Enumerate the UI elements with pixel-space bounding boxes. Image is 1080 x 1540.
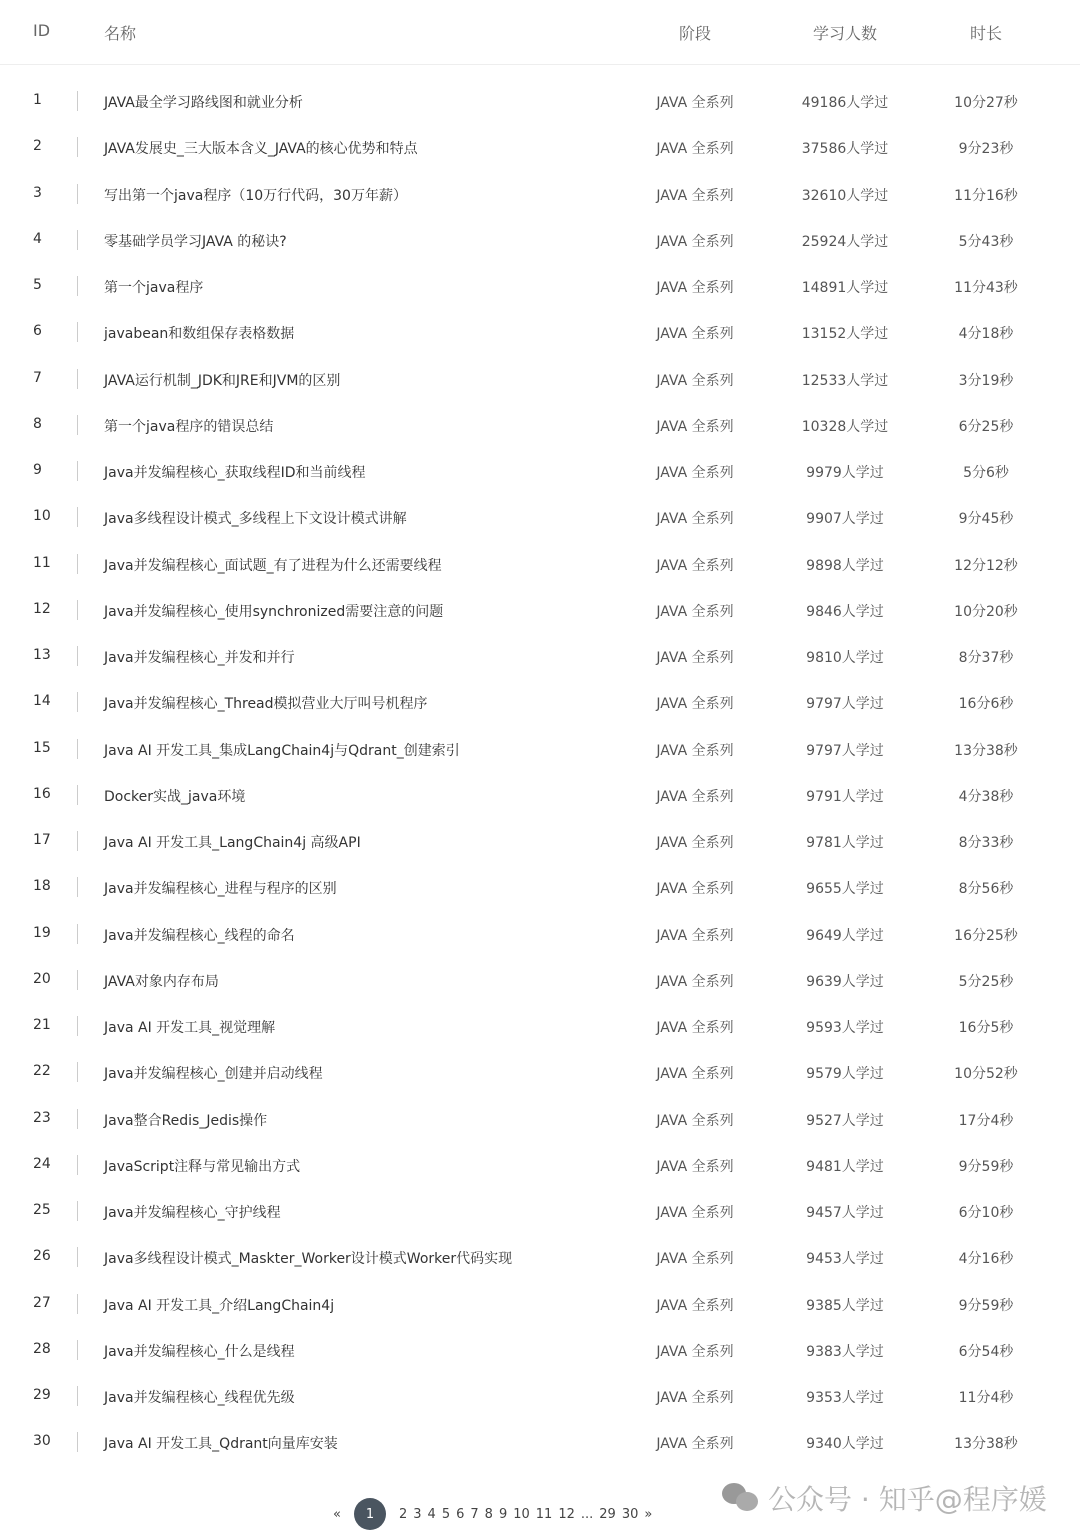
row-id: 19 — [33, 924, 51, 941]
row-count: 9385人学过 — [806, 1297, 884, 1314]
course-name-link[interactable]: 零基础学员学习JAVA 的秘诀? — [104, 233, 287, 250]
row-stage: JAVA 全系列 — [656, 1066, 734, 1083]
row-stage: JAVA 全系列 — [656, 603, 734, 620]
table-row[interactable] — [0, 1049, 1080, 1095]
page-button[interactable]: 4 — [427, 1506, 436, 1522]
table-row[interactable] — [0, 402, 1080, 448]
row-duration: 5分25秒 — [958, 973, 1014, 990]
divider — [77, 831, 78, 851]
page-button[interactable]: 30 — [621, 1506, 639, 1522]
divider — [77, 785, 78, 805]
course-name-link[interactable]: Java并发编程核心_并发和并行 — [104, 650, 295, 666]
header-count: 学习人数 — [812, 24, 877, 43]
row-stage: JAVA 全系列 — [656, 973, 734, 990]
row-duration: 5分43秒 — [958, 233, 1014, 250]
row-id: 6 — [33, 323, 42, 340]
course-name-link[interactable]: Java并发编程核心_进程与程序的区别 — [104, 881, 337, 898]
row-stage: JAVA 全系列 — [656, 835, 734, 851]
row-duration: 4分38秒 — [958, 788, 1014, 805]
row-id: 15 — [33, 739, 51, 756]
row-stage: JAVA 全系列 — [656, 1112, 734, 1129]
row-id: 11 — [33, 554, 51, 571]
row-stage: JAVA 全系列 — [656, 788, 734, 805]
table-row[interactable] — [0, 1419, 1080, 1465]
row-count: 13152人学过 — [801, 326, 889, 343]
table-row[interactable] — [0, 1003, 1080, 1049]
row-id: 24 — [33, 1155, 51, 1172]
row-id: 14 — [33, 693, 51, 710]
row-duration: 4分16秒 — [958, 1251, 1014, 1268]
row-duration: 10分52秒 — [954, 1066, 1018, 1083]
row-stage: JAVA 全系列 — [656, 696, 734, 713]
row-count: 9340人学过 — [806, 1436, 884, 1453]
row-stage: JAVA 全系列 — [656, 557, 734, 574]
row-stage: JAVA 全系列 — [656, 650, 734, 666]
prev-page-button[interactable]: « — [333, 1506, 341, 1522]
row-count: 49186人学过 — [801, 95, 889, 111]
page-button[interactable]: 5 — [441, 1506, 451, 1522]
table-header — [0, 0, 1080, 65]
row-count: 9846人学过 — [806, 603, 884, 620]
row-id: 12 — [33, 600, 51, 617]
row-count: 37586人学过 — [801, 141, 889, 158]
course-name-link[interactable]: Java多线程设计模式_多线程上下文设计模式讲解 — [104, 511, 407, 528]
row-count: 9579人学过 — [806, 1066, 884, 1083]
row-id: 28 — [33, 1340, 51, 1357]
divider — [77, 276, 78, 296]
row-id: 27 — [33, 1294, 51, 1311]
course-name-link[interactable]: 第一个java程序 — [104, 280, 204, 296]
course-name-link[interactable]: JAVA对象内存布局 — [104, 973, 219, 990]
row-stage: JAVA 全系列 — [656, 95, 734, 111]
page-button[interactable]: 9 — [498, 1506, 508, 1522]
row-count: 10328人学过 — [801, 418, 889, 435]
row-stage: JAVA 全系列 — [656, 1390, 734, 1406]
table-row[interactable] — [0, 1327, 1080, 1373]
row-duration: 16分5秒 — [958, 1020, 1014, 1036]
row-duration: 6分10秒 — [958, 1205, 1014, 1221]
course-name-link[interactable]: JavaScript注释与常见输出方式 — [104, 1158, 301, 1175]
row-id: 16 — [33, 785, 51, 802]
table-row[interactable] — [0, 864, 1080, 910]
row-duration: 8分33秒 — [958, 835, 1014, 851]
row-stage: JAVA 全系列 — [656, 927, 734, 944]
row-count: 9797人学过 — [806, 696, 884, 713]
table-row[interactable] — [0, 633, 1080, 679]
divider — [77, 322, 78, 342]
row-stage: JAVA 全系列 — [656, 418, 734, 435]
table-row[interactable] — [0, 1234, 1080, 1280]
divider — [77, 1386, 78, 1406]
course-name-link[interactable]: 第一个java程序的错误总结 — [104, 418, 274, 435]
pagination — [330, 1500, 655, 1528]
table-row[interactable] — [0, 772, 1080, 818]
table-row[interactable] — [0, 726, 1080, 772]
row-stage: JAVA 全系列 — [656, 280, 734, 296]
divider — [77, 1294, 78, 1314]
row-id: 21 — [33, 1017, 51, 1033]
wechat-icon — [722, 1483, 760, 1513]
table-row[interactable] — [0, 818, 1080, 864]
row-count: 9979人学过 — [806, 465, 884, 481]
divider — [77, 739, 78, 759]
course-name-link[interactable]: Java并发编程核心_使用synchronized需要注意的问题 — [104, 603, 444, 620]
row-duration: 16分25秒 — [954, 927, 1018, 944]
table-row[interactable] — [0, 957, 1080, 1003]
course-name-link[interactable]: Java并发编程核心_守护线程 — [104, 1205, 281, 1221]
table-row[interactable] — [0, 448, 1080, 494]
page-button[interactable]: 6 — [456, 1506, 465, 1522]
row-count: 9353人学过 — [806, 1390, 884, 1406]
row-id: 30 — [33, 1433, 51, 1450]
row-count: 9527人学过 — [806, 1112, 884, 1129]
row-count: 9593人学过 — [806, 1020, 884, 1036]
table-row[interactable] — [0, 911, 1080, 957]
row-duration: 9分59秒 — [958, 1158, 1014, 1175]
course-name-link[interactable]: Java多线程设计模式_Maskter_Worker设计模式Worker代码实现 — [104, 1251, 513, 1268]
row-id: 13 — [33, 647, 51, 663]
row-stage: JAVA 全系列 — [656, 372, 734, 389]
divider — [77, 137, 78, 157]
row-id: 2 — [33, 138, 42, 155]
page-button[interactable]: 8 — [484, 1506, 493, 1522]
divider — [77, 554, 78, 574]
divider — [77, 369, 78, 389]
row-count: 9383人学过 — [806, 1343, 884, 1360]
header-id: ID — [33, 21, 51, 40]
table-row[interactable] — [0, 1373, 1080, 1419]
divider — [77, 970, 78, 990]
row-count: 32610人学过 — [801, 187, 889, 204]
row-duration: 10分20秒 — [954, 603, 1018, 620]
course-name-link[interactable]: JAVA发展史_三大版本含义_JAVA的核心优势和特点 — [104, 141, 418, 158]
row-id: 8 — [33, 415, 42, 432]
course-name-link[interactable]: Java AI 开发工具_Qdrant向量库安装 — [104, 1436, 338, 1453]
row-duration: 9分59秒 — [958, 1297, 1014, 1314]
row-count: 9810人学过 — [806, 650, 884, 666]
row-stage: JAVA 全系列 — [656, 1436, 734, 1453]
course-name-link[interactable]: javabean和数组保存表格数据 — [104, 326, 295, 343]
current-page[interactable]: 1 — [354, 1498, 386, 1530]
page-button[interactable]: 29 — [599, 1506, 616, 1522]
row-count: 9649人学过 — [806, 927, 884, 944]
row-id: 23 — [33, 1109, 51, 1126]
row-stage: JAVA 全系列 — [656, 742, 734, 759]
divider — [77, 230, 78, 250]
next-page-button[interactable]: » — [644, 1506, 653, 1522]
row-duration: 8分37秒 — [958, 650, 1014, 666]
course-name-link[interactable]: Java并发编程核心_创建并启动线程 — [104, 1066, 323, 1083]
row-id: 10 — [33, 508, 51, 525]
header-duration: 时长 — [969, 24, 1002, 43]
row-count: 9791人学过 — [806, 788, 884, 805]
row-stage: JAVA 全系列 — [656, 465, 734, 481]
row-duration: 3分19秒 — [958, 372, 1014, 389]
row-duration: 9分45秒 — [958, 511, 1014, 528]
row-count: 9481人学过 — [806, 1158, 884, 1175]
row-stage: JAVA 全系列 — [656, 1205, 734, 1221]
row-id: 17 — [33, 832, 51, 848]
course-name-link[interactable]: Java AI 开发工具_介绍LangChain4j — [104, 1297, 335, 1314]
table-row[interactable] — [0, 1188, 1080, 1234]
row-id: 7 — [33, 369, 42, 386]
table-row[interactable] — [0, 1096, 1080, 1142]
page-button[interactable]: 10 — [513, 1506, 530, 1522]
row-duration: 10分27秒 — [954, 95, 1018, 111]
row-count: 12533人学过 — [801, 372, 889, 389]
header-stage: 阶段 — [678, 24, 711, 43]
table-row[interactable] — [0, 171, 1080, 217]
row-duration: 17分4秒 — [958, 1112, 1014, 1129]
divider — [77, 461, 78, 481]
divider — [77, 600, 78, 620]
row-stage: JAVA 全系列 — [656, 511, 734, 528]
row-stage: JAVA 全系列 — [656, 1158, 734, 1175]
table-row[interactable] — [0, 124, 1080, 170]
row-duration: 11分43秒 — [954, 280, 1018, 296]
divider — [77, 415, 78, 435]
row-id: 3 — [33, 184, 42, 201]
watermark — [722, 1478, 1047, 1518]
row-id: 5 — [33, 277, 42, 293]
course-name-link[interactable]: Java整合Redis_Jedis操作 — [104, 1112, 268, 1129]
page-button[interactable]: 7 — [470, 1506, 479, 1522]
divider — [77, 1432, 78, 1452]
row-count: 9898人学过 — [806, 557, 884, 574]
row-stage: JAVA 全系列 — [656, 1020, 734, 1036]
course-name-link[interactable]: 写出第一个java程序（10万行代码，30万年薪） — [104, 187, 407, 204]
divider — [77, 91, 78, 111]
row-duration: 13分38秒 — [954, 742, 1018, 759]
row-count: 9907人学过 — [806, 511, 884, 528]
row-id: 9 — [33, 462, 42, 478]
row-duration: 8分56秒 — [958, 881, 1014, 898]
course-name-link[interactable]: JAVA运行机制_JDK和JRE和JVM的区别 — [104, 372, 341, 389]
row-duration: 12分12秒 — [954, 557, 1018, 574]
row-duration: 16分6秒 — [958, 696, 1014, 713]
row-count: 9457人学过 — [806, 1205, 884, 1221]
row-count: 9639人学过 — [806, 973, 884, 990]
row-count: 9655人学过 — [806, 881, 884, 898]
divider — [77, 1155, 78, 1175]
row-duration: 11分16秒 — [954, 187, 1018, 204]
row-id: 18 — [33, 878, 51, 895]
row-id: 25 — [33, 1202, 51, 1218]
table-row[interactable] — [0, 309, 1080, 355]
divider — [77, 507, 78, 527]
row-count: 9781人学过 — [806, 835, 884, 851]
course-name-link[interactable]: Java并发编程核心_Thread模拟营业大厅叫号机程序 — [104, 696, 428, 713]
row-stage: JAVA 全系列 — [656, 1251, 734, 1268]
course-name-link[interactable]: Java并发编程核心_什么是线程 — [104, 1343, 295, 1360]
divider — [77, 1201, 78, 1221]
watermark-text: 公众号 · 知乎@程序媛 — [768, 1483, 1047, 1516]
table-row[interactable] — [0, 541, 1080, 587]
table-row[interactable] — [0, 494, 1080, 540]
divider — [77, 1340, 78, 1360]
row-duration: 6分25秒 — [958, 418, 1014, 435]
divider — [77, 184, 78, 204]
row-stage: JAVA 全系列 — [656, 141, 734, 158]
header-name: 名称 — [104, 24, 137, 43]
course-name-link[interactable]: Java并发编程核心_面试题_有了进程为什么还需要线程 — [104, 557, 442, 574]
table-row[interactable] — [0, 1142, 1080, 1188]
row-duration: 13分38秒 — [954, 1436, 1018, 1453]
page-button[interactable]: 11 — [535, 1506, 553, 1522]
pagination-ellipsis: ... — [580, 1506, 594, 1522]
divider — [77, 692, 78, 712]
divider — [77, 1109, 78, 1129]
row-duration: 4分18秒 — [958, 326, 1014, 343]
row-id: 29 — [33, 1387, 51, 1403]
course-name-link[interactable]: JAVA最全学习路线图和就业分析 — [104, 95, 303, 111]
row-count: 25924人学过 — [801, 233, 889, 250]
table-row[interactable] — [0, 356, 1080, 402]
course-name-link[interactable]: Docker实战_java环境 — [104, 788, 246, 805]
table-row[interactable] — [0, 78, 1080, 124]
row-id: 4 — [33, 230, 42, 247]
course-table — [0, 78, 1080, 1466]
course-name-link[interactable]: Java AI 开发工具_LangChain4j 高级API — [104, 835, 361, 851]
divider — [77, 924, 78, 944]
row-stage: JAVA 全系列 — [656, 326, 734, 343]
row-count: 9797人学过 — [806, 742, 884, 759]
divider — [77, 1016, 78, 1036]
page-button[interactable]: 12 — [558, 1506, 575, 1522]
page-button[interactable]: 3 — [413, 1506, 422, 1522]
divider — [77, 1062, 78, 1082]
row-count: 9453人学过 — [806, 1251, 884, 1268]
table-row[interactable] — [0, 217, 1080, 263]
table-row[interactable] — [0, 587, 1080, 633]
course-name-link[interactable]: Java并发编程核心_获取线程ID和当前线程 — [104, 465, 366, 481]
row-stage: JAVA 全系列 — [656, 187, 734, 204]
table-row[interactable] — [0, 263, 1080, 309]
row-duration: 11分4秒 — [958, 1390, 1014, 1406]
row-duration: 6分54秒 — [958, 1343, 1014, 1360]
row-count: 14891人学过 — [801, 280, 889, 296]
row-stage: JAVA 全系列 — [656, 1297, 734, 1314]
row-id: 20 — [33, 970, 51, 987]
row-id: 26 — [33, 1248, 51, 1265]
page-button[interactable]: 2 — [398, 1506, 408, 1522]
divider — [77, 646, 78, 666]
row-stage: JAVA 全系列 — [656, 1343, 734, 1360]
row-stage: JAVA 全系列 — [656, 233, 734, 250]
course-name-link[interactable]: Java AI 开发工具_集成LangChain4j与Qdrant_创建索引 — [104, 742, 460, 759]
divider — [77, 1247, 78, 1267]
table-row[interactable] — [0, 679, 1080, 725]
course-name-link[interactable]: Java并发编程核心_线程优先级 — [104, 1390, 295, 1406]
row-stage: JAVA 全系列 — [656, 881, 734, 898]
table-row[interactable] — [0, 1281, 1080, 1327]
course-name-link[interactable]: Java AI 开发工具_视觉理解 — [104, 1020, 276, 1036]
row-id: 1 — [33, 92, 42, 108]
course-name-link[interactable]: Java并发编程核心_线程的命名 — [104, 927, 295, 944]
row-duration: 9分23秒 — [958, 141, 1014, 158]
divider — [77, 877, 78, 897]
row-id: 22 — [33, 1063, 51, 1080]
row-duration: 5分6秒 — [963, 465, 1009, 481]
